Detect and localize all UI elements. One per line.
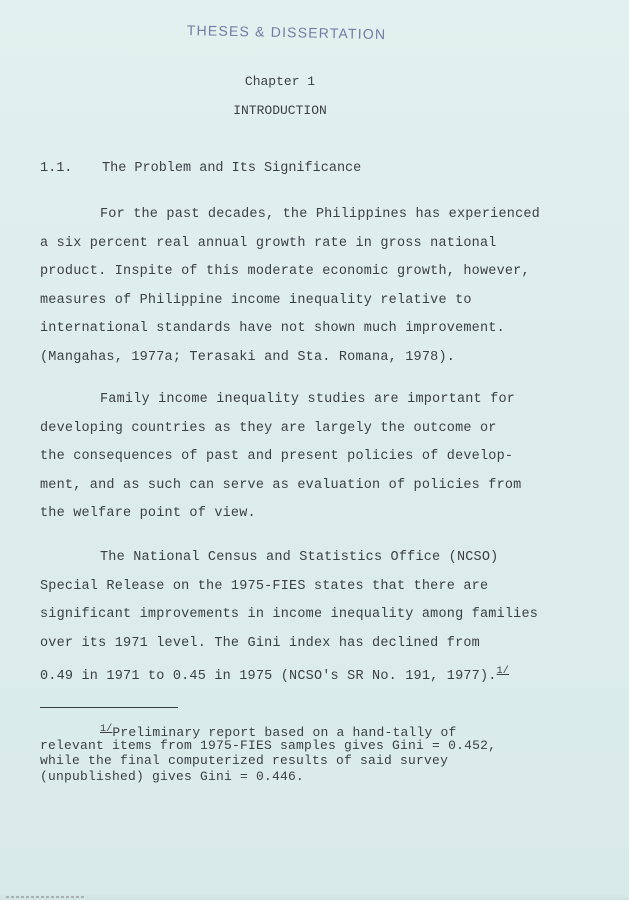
text-line: the consequences of past and present policies of develop- — [40, 449, 514, 465]
text-line: the welfare point of view. — [40, 506, 256, 522]
page-bottom-edge — [0, 894, 629, 900]
paragraph-2 — [40, 386, 570, 529]
footnote-line: relevant items from 1975-FIES samples gives Gini = 0.452, — [40, 737, 497, 753]
section-number: 1.1. — [40, 161, 73, 176]
footnote-text: Preliminary report based on a hand-tally of — [112, 725, 457, 740]
text-line: over its 1971 level. The Gini index has declined from — [40, 635, 480, 651]
section-heading — [40, 161, 361, 176]
footnote-marker: 1/ — [100, 724, 113, 735]
text-line: Special Release on the 1975-FIES states that there are — [40, 578, 489, 594]
footnote — [40, 722, 600, 784]
text-line: product. Inspite of this moderate economic growth, however, — [40, 264, 530, 280]
footnote-line: while the final computerized results of said survey — [40, 753, 449, 768]
footnote-reference: 1/ — [496, 666, 509, 678]
paragraph-3 — [40, 544, 570, 687]
text-line-content: 0.49 in 1971 to 0.45 in 1975 (NCSO's SR No. 191, 1977). — [40, 669, 497, 685]
text-line: international standards have not shown much improvement. — [40, 321, 505, 337]
text-line: a six percent real annual growth rate in gross national — [40, 235, 497, 251]
section-title: The Problem and Its Significance — [102, 161, 362, 176]
text-line: For the past decades, the Philippines has experienced — [100, 207, 540, 222]
text-line: ment, and as such can serve as evaluation of policies from — [40, 477, 522, 493]
chapter-title: INTRODUCTION — [233, 103, 327, 118]
scan-edge-mark — [6, 896, 86, 898]
text-line: The National Census and Statistics Office (NCSO) — [100, 550, 499, 565]
text-line: Family income inequality studies are important for — [100, 392, 516, 407]
text-line — [40, 658, 570, 687]
footnote-divider — [40, 707, 178, 708]
footnote-line: (unpublished) gives Gini = 0.446. — [40, 768, 305, 784]
chapter-label: Chapter 1 — [244, 74, 316, 89]
text-line: developing countries as they are largely the outcome or — [40, 420, 497, 436]
footnote-line — [40, 722, 600, 738]
paragraph-1 — [40, 201, 570, 373]
text-line: significant improvements in income inequality among families — [40, 607, 539, 623]
text-line: measures of Philippine income inequality relative to — [40, 292, 472, 308]
text-line: (Mangahas, 1977a; Terasaki and Sta. Romana, 1978). — [40, 349, 456, 365]
theses-dissertation-stamp: THESES & DISSERTATION — [186, 22, 387, 43]
